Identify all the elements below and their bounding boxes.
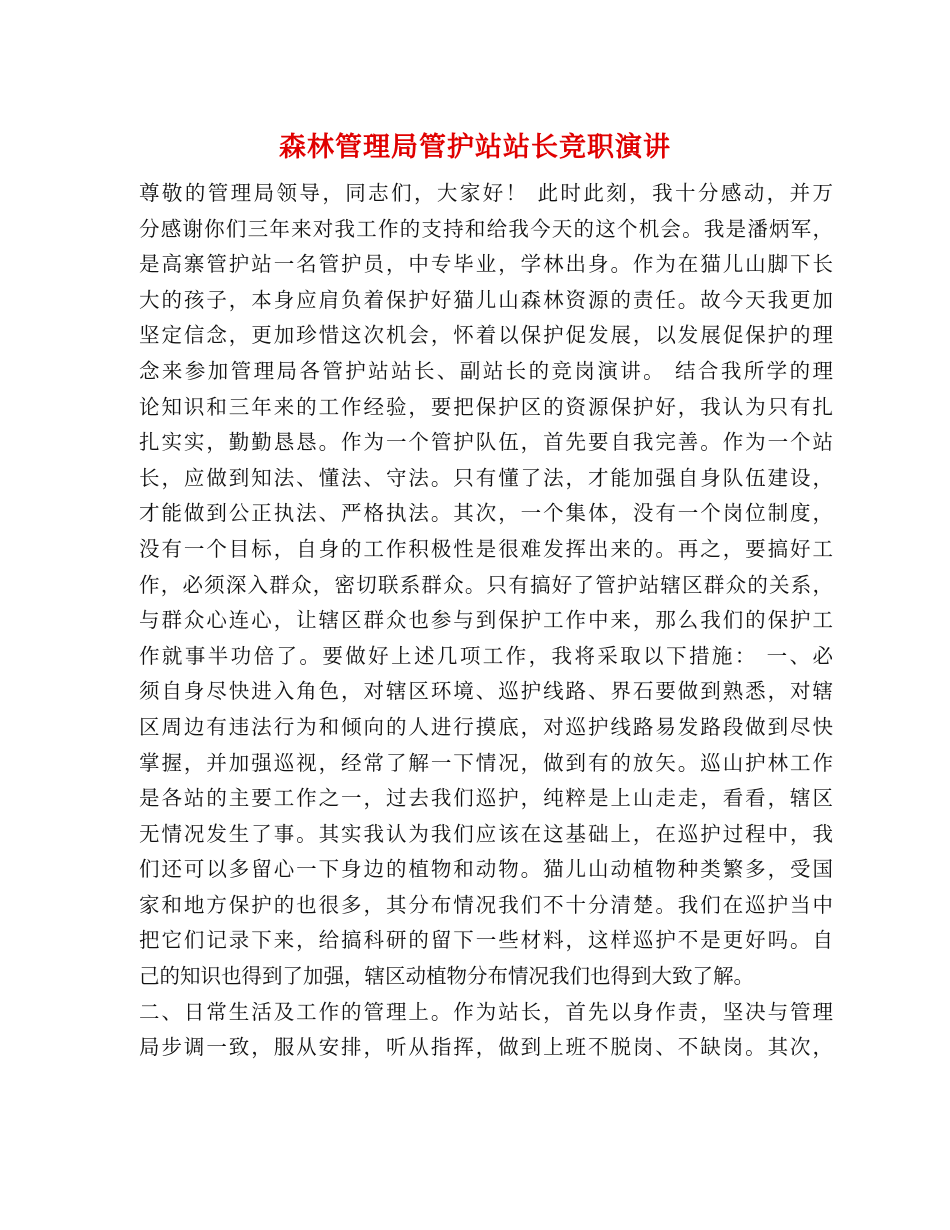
body-line: 无情况发生了事。其实我认为我们应该在这基础上，在巡护过程中，我 <box>139 821 833 846</box>
body-line: 是各站的主要工作之一，过去我们巡护，纯粹是上山走走，看看，辖区 <box>139 786 833 811</box>
body-line: 把它们记录下来，给搞科研的留下一些材料，这样巡护不是更好吗。自 <box>139 928 833 953</box>
body-line: 局步调一致，服从安排，听从指挥，做到上班不脱岗、不缺岗。其次， <box>139 1035 833 1060</box>
body-line: 才能做到公正执法、严格执法。其次，一个集体，没有一个岗位制度， <box>139 501 833 526</box>
body-line: 作就事半功倍了。要做好上述几项工作，我将采取以下措施： 一、必 <box>139 643 833 668</box>
body-line: 家和地方保护的也很多，其分布情况我们不十分清楚。我们在巡护当中 <box>139 892 833 917</box>
body-line: 是高寨管护站一名管护员，中专毕业，学林出身。作为在猫儿山脚下长 <box>139 252 833 277</box>
body-line: 掌握，并加强巡视，经常了解一下情况，做到有的放矢。巡山护林工作 <box>139 750 833 775</box>
body-line: 没有一个目标，自身的工作积极性是很难发挥出来的。再之，要搞好工 <box>139 536 833 561</box>
body-line: 大的孩子，本身应肩负着保护好猫儿山森林资源的责任。故今天我更加 <box>139 287 833 312</box>
body-line: 区周边有违法行为和倾向的人进行摸底，对巡护线路易发路段做到尽快 <box>139 714 833 739</box>
body-line: 坚定信念，更加珍惜这次机会，怀着以保护促发展，以发展促保护的理 <box>139 323 833 348</box>
body-line: 须自身尽快进入角色，对辖区环境、巡护线路、界石要做到熟悉，对辖 <box>139 679 833 704</box>
body-line: 们还可以多留心一下身边的植物和动物。猫儿山动植物种类繁多，受国 <box>139 857 833 882</box>
body-line: 与群众心连心，让辖区群众也参与到保护工作中来，那么我们的保护工 <box>139 608 833 633</box>
body-line: 扎实实，勤勤恳恳。作为一个管护队伍，首先要自我完善。作为一个站 <box>139 430 833 455</box>
document-body <box>139 176 833 1066</box>
document-title: 森林管理局管护站站长竞职演讲 <box>279 132 671 163</box>
body-line: 作，必须深入群众，密切联系群众。只有搞好了管护站辖区群众的关系， <box>139 572 833 597</box>
body-line: 二、日常生活及工作的管理上。作为站长，首先以身作责，坚决与管理 <box>139 999 833 1024</box>
body-line: 论知识和三年来的工作经验，要把保护区的资源保护好，我认为只有扎 <box>139 394 833 419</box>
body-line: 己的知识也得到了加强，辖区动植物分布情况我们也得到大致了解。 <box>139 964 754 989</box>
body-line: 分感谢你们三年来对我工作的支持和给我今天的这个机会。我是潘炳军， <box>139 216 833 241</box>
body-line: 念来参加管理局各管护站站长、副站长的竞岗演讲。 结合我所学的理 <box>139 358 833 383</box>
body-line: 长，应做到知法、懂法、守法。只有懂了法，才能加强自身队伍建设， <box>139 465 833 490</box>
body-line: 尊敬的管理局领导，同志们，大家好！ 此时此刻，我十分感动，并万 <box>139 181 833 205</box>
